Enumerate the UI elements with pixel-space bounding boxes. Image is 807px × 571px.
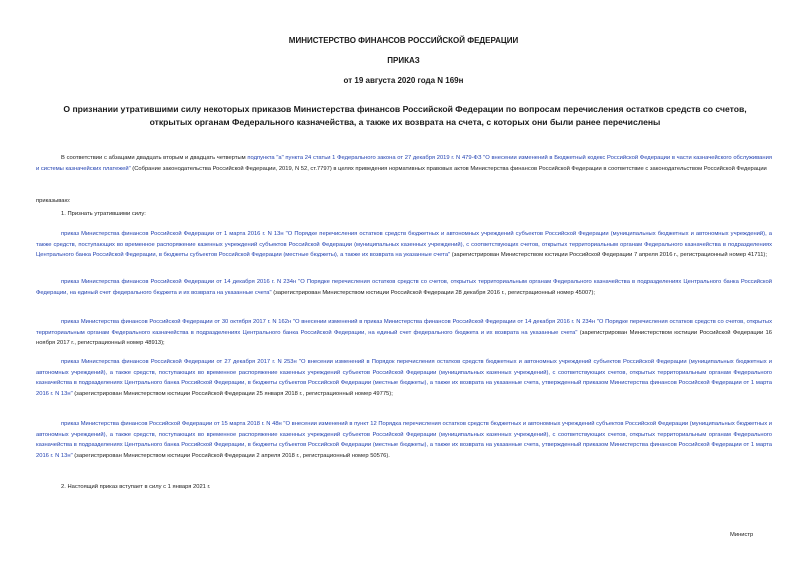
item-1: 1. Признать утратившими силу: <box>61 211 146 217</box>
doc-type-heading: ПРИКАЗ <box>387 56 420 65</box>
date-number-heading: от 19 августа 2020 года N 169н <box>343 76 464 85</box>
signature-label: Министр <box>730 532 754 538</box>
preamble-paragraph <box>36 153 772 174</box>
order-link-162n[interactable]: приказ Министерства финансов Российской Федерации от 30 октября 2017 г. N 162н "О внесении изменений в приказ Министерства финансов Российской Федерации от 14 декабря 2016 г. N 234н "О Порядке перечисления остатков средств со счетов, открытых территориальным органам Федерального казначейства в подразделениях Центрального банка Российской Федерации, на единый счет федерального бюджета и их возврата на указанные счета" <box>36 319 772 336</box>
order-word: приказываю: <box>36 198 71 204</box>
order-registration: (зарегистрирован Министерством юстиции Российской Федерации 7 апреля 2016 г., регистрационный номер 41711); <box>450 252 767 259</box>
order-item-3 <box>36 317 772 349</box>
order-registration: (зарегистрирован Министерством юстиции Российской Федерации 2 апреля 2018 г., регистрационный номер 50576). <box>72 452 390 459</box>
order-link-13n[interactable]: приказ Министерства финансов Российской Федерации от 1 марта 2016 г. N 13н "О Порядке перечисления остатков средств бюджетных и автономных учреждений субъектов Российской Федерации (муниципальных бюджетных и автономных учреждений), а также средств, поступающих во временное распоряжение казенных учреждений субъектов Российской Федерации (муниципальных казенных учреждений), с соответствующих счетов, открытых территориальным органам Федерального казначейства в подразделениях Центрального банка Российской Федерации, в бюджеты субъектов Российской Федерации (местные бюджеты), а также их возврата на указанные счета" <box>36 231 772 259</box>
preamble-text-end: (Собрание законодательства Российской Федерации, 2019, N 52, ст.7797) в целях приведения нормативных правовых актов Министерства финансов Российской Федерации в соответствие с законодательством Российской Федерации <box>130 165 767 172</box>
order-registration: (зарегистрирован Министерством юстиции Российской Федерации 28 декабря 2016 г., регистрационный номер 45007); <box>271 289 595 296</box>
federal-law-link[interactable]: подпункта "а" пункта 24 статьи 1 Федерального закона от 27 декабря 2019 г. N 479-ФЗ "О внесении изменений в Бюджетный кодекс Российской Федерации в части казначейского обслуживания и системы казначейских платежей" <box>36 155 772 172</box>
order-registration: (зарегистрирован Министерством юстиции Российской Федерации 16 ноября 2017 г., регистрационный номер 48913); <box>36 329 772 347</box>
ministry-heading: МИНИСТЕРСТВО ФИНАНСОВ РОССИЙСКОЙ ФЕДЕРАЦИИ <box>288 36 519 45</box>
preamble-text-start: В соответствии с абзацами двадцать вторым и двадцать четвертым <box>61 155 248 161</box>
order-link-234n[interactable]: приказ Министерства финансов Российской Федерации от 14 декабря 2016 г. N 234н "О Порядке перечисления остатков средств со счетов, открытых территориальным органам Федерального казначейства в подразделениях Центрального банка Российской Федерации, на единый счет федерального бюджета и их возврата на указанные счета" <box>36 279 772 296</box>
order-item-1 <box>36 229 772 261</box>
order-item-5 <box>36 419 772 461</box>
order-item-2 <box>36 277 772 298</box>
document-title: О признании утратившими силу некоторых приказов Министерства финансов Российской Федерации по вопросам перечисления остатков средств со счетов, открытых органам Федерального казначейства, а также их возврата на счета, с которых они были ранее перечислены <box>63 104 747 127</box>
order-registration: (зарегистрирован Министерством юстиции Российской Федерации 25 января 2018 г., регистрационный номер 49775); <box>72 390 393 397</box>
order-link-253n[interactable]: приказ Министерства финансов Российской Федерации от 27 декабря 2017 г. N 253н "О внесении изменений в Порядок перечисления остатков средств бюджетных и автономных учреждений субъектов Российской Федерации (муниципальных бюджетных и автономных учреждений), а также средств, поступающих во временное распоряжение казенных учреждений субъектов Российской Федерации (муниципальных казенных учреждений), с соответствующих счетов, открытых территориальным органам Федерального казначейства в подразделениях Центрального банка Российской Федерации, в бюджеты субъектов Российской Федерации (местные бюджеты), а также их возврата на указанные счета, утвержденный приказом Министерства финансов Российской Федерации от 1 марта 2016 г. N 13н" <box>36 359 772 397</box>
order-item-4 <box>36 357 772 399</box>
order-link-48n[interactable]: приказ Министерства финансов Российской Федерации от 15 марта 2018 г. N 48н "О внесении изменений в пункт 12 Порядка перечисления остатков средств бюджетных и автономных учреждений субъектов Российской Федерации (муниципальных бюджетных и автономных учреждений), а также средств, поступающих во временное распоряжение казенных учреждений субъектов Российской Федерации (муниципальных казенных учреждений), с соответствующих счетов, открытых территориальным органам Федерального казначейства в подразделениях Центрального банка Российской Федерации, в бюджеты субъектов Российской Федерации (местные бюджеты), а также их возврата на указанные счета, утвержденный приказом Министерства финансов Российской Федерации от 1 марта 2016 г. N 13н" <box>36 421 772 459</box>
item-2: 2. Настоящий приказ вступает в силу с 1 января 2021 г. <box>61 484 211 490</box>
